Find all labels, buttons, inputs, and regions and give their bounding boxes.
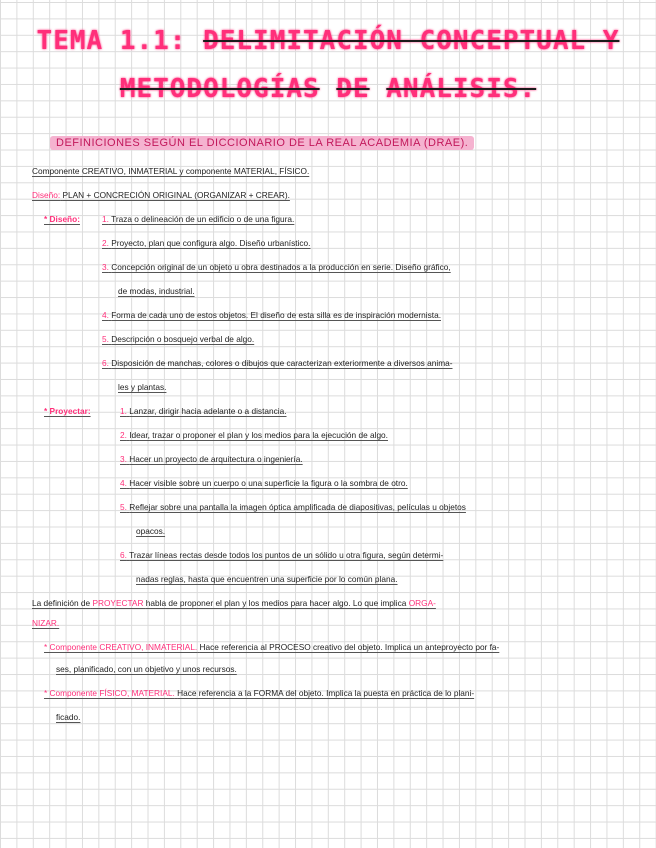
diseno-item <box>102 334 254 344</box>
proyectar-def-label <box>44 406 91 416</box>
diseno-head-text: PLAN + CONCRECIÓN ORIGINAL (ORGANIZAR + CREAR). <box>62 190 290 200</box>
item-text: nadas reglas, hasta que encuentren una superficie por lo común plana. <box>136 574 398 584</box>
item-number: 5. <box>102 334 109 344</box>
diseno-def-label <box>44 214 80 224</box>
item-text: Forma de cada uno de estos objetos. El diseño de esta silla es de inspiración modernista. <box>111 310 441 320</box>
diseno-item <box>102 262 451 272</box>
conclusion-text: habla de proponer el plan y los medios para hacer algo. Lo que implica <box>145 598 407 608</box>
item-number: 1. <box>120 406 127 416</box>
bullet-label: * Componente FÍSICO, MATERIAL. <box>44 688 175 698</box>
bullet-fisico-cont: ficado. <box>56 712 81 722</box>
proyectar-item <box>120 502 466 512</box>
page-title-line-2 <box>0 74 656 104</box>
proyectar-item <box>120 454 303 464</box>
item-text: Trazar líneas rectas desde todos los puntos de un sólido u otra figura, según determi- <box>129 550 444 560</box>
item-text: Hacer visible sobre un cuerpo o una superficie la figura o la sombra de otro. <box>129 478 408 488</box>
diseno-item <box>102 310 441 320</box>
proyectar-def-title: * Proyectar: <box>44 406 91 416</box>
conclusion-line <box>32 598 436 608</box>
item-number: 5. <box>120 502 127 512</box>
title-line1-rest: DELIMITACIÓN CONCEPTUAL Y <box>203 26 620 56</box>
item-text: de modas, industrial. <box>118 286 195 296</box>
item-text: Descripción o bosquejo verbal de algo. <box>111 334 255 344</box>
item-number: 3. <box>102 262 109 272</box>
bullet-creativo <box>44 642 499 652</box>
conclusion-keyword: ORGA- <box>408 598 436 608</box>
proyectar-item <box>120 430 388 440</box>
proyectar-item <box>120 478 408 488</box>
item-text: Lanzar, dirigir hacia adelante o a distancia. <box>129 406 287 416</box>
conclusion-keyword: PROYECTAR <box>92 598 144 608</box>
diseno-head-line <box>32 190 290 200</box>
title-word-metodologias: METODOLOGÍAS <box>119 74 320 104</box>
bullet-text: Hace referencia a la FORMA del objeto. Implica la puesta en práctica de lo plani- <box>177 688 475 698</box>
item-text: Disposición de manchas, colores o dibujos que caracterizan exteriormente a diversos anima- <box>111 358 453 368</box>
diseno-def-title: * Diseño: <box>44 214 80 224</box>
bullet-creativo-cont: ses, planificado, con un objetivo y unos recursos. <box>56 664 237 674</box>
item-number: 6. <box>120 550 127 560</box>
title-word-de: DE <box>336 74 370 104</box>
conclusion-line-2: NIZAR. <box>32 618 60 628</box>
diseno-item <box>102 238 310 248</box>
item-text: Idear, trazar o proponer el plan y los medios para la ejecución de algo. <box>129 430 388 440</box>
item-text: Proyecto, plan que configura algo. Diseño urbanístico. <box>111 238 311 248</box>
proyectar-item <box>120 406 287 416</box>
item-number: 2. <box>102 238 109 248</box>
item-number: 3. <box>120 454 127 464</box>
bullet-label: * Componente CREATIVO, INMATERIAL. <box>44 642 198 652</box>
item-number: 2. <box>120 430 127 440</box>
proyectar-item <box>120 550 443 560</box>
item-number: 4. <box>120 478 127 488</box>
item-text: Concepción original de un objeto u obra destinados a la producción en serie. Diseño gráfico, <box>111 262 451 272</box>
diseno-item-cont <box>118 286 195 296</box>
bullet-text: Hace referencia al PROCESO creativo del objeto. Implica un anteproyecto por fa- <box>199 642 500 652</box>
diseno-head-label: Diseño: <box>32 190 61 200</box>
section-heading: DEFINICIONES SEGÚN EL DICCIONARIO DE LA REAL ACADEMIA (DRAE). <box>50 136 474 150</box>
diseno-item-cont <box>118 382 166 392</box>
item-text: Hacer un proyecto de arquitectura o ingeniería. <box>129 454 303 464</box>
diseno-item <box>102 214 294 224</box>
intro-line: Componente CREATIVO, INMATERIAL y componente MATERIAL, FÍSICO. <box>32 166 310 176</box>
title-prefix: TEMA 1.1: <box>36 26 187 56</box>
item-text: Traza o delineación de un edificio o de una figura. <box>111 214 295 224</box>
page-title-line-1 <box>0 26 656 56</box>
bullet-fisico <box>44 688 474 698</box>
item-number: 6. <box>102 358 109 368</box>
diseno-item <box>102 358 453 368</box>
item-text: opacos. <box>136 526 166 536</box>
title-word-analisis: ANÁLISIS. <box>386 74 537 104</box>
item-text: Reflejar sobre una pantalla la imagen óptica amplificada de diapositivas, películas u objetos <box>129 502 466 512</box>
conclusion-text: La definición de <box>32 598 91 608</box>
item-number: 1. <box>102 214 109 224</box>
item-number: 4. <box>102 310 109 320</box>
proyectar-item-cont <box>136 526 165 536</box>
item-text: les y plantas. <box>118 382 167 392</box>
proyectar-item-cont <box>136 574 398 584</box>
